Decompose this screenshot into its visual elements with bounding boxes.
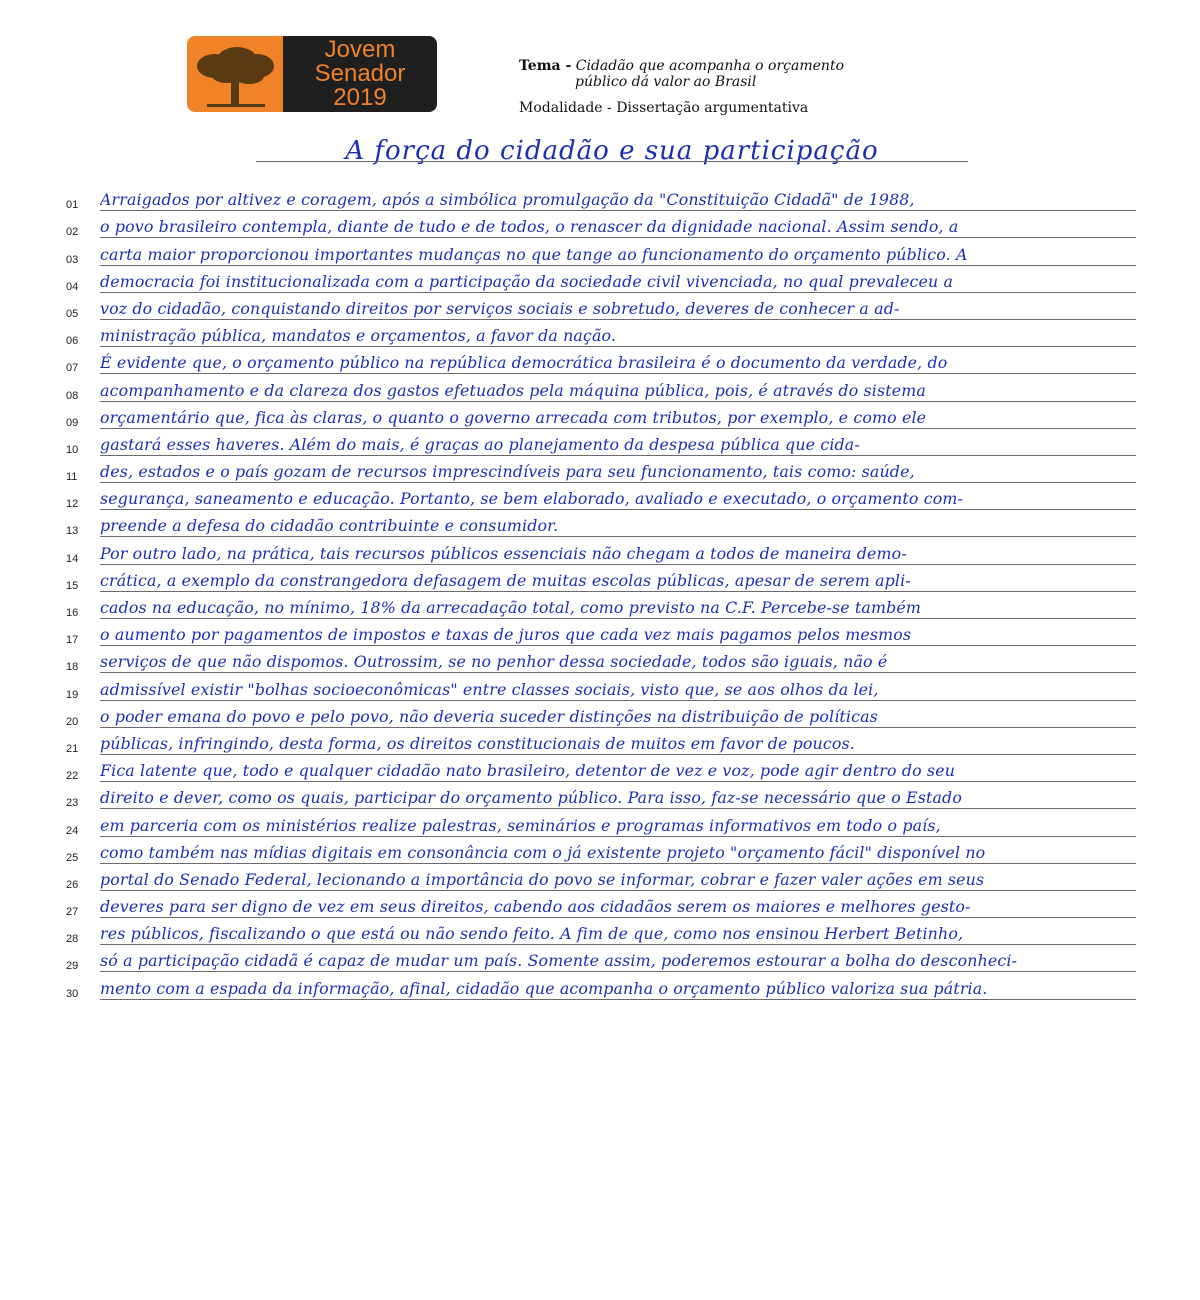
line-text: voz do cidadão, conquistando direitos por serviços sociais e sobretudo, deveres de conhecer a ad- <box>100 298 900 318</box>
essay-line <box>66 946 1136 973</box>
line-number: 20 <box>66 715 79 728</box>
line-rule <box>100 700 1136 701</box>
line-text: só a participação cidadã é capaz de mudar um país. Somente assim, poderemos estourar a bolha do desconheci- <box>100 951 1018 971</box>
line-number: 21 <box>66 742 79 755</box>
line-text: públicas, infringindo, desta forma, os direitos constitucionais de muitos em favor de poucos. <box>100 733 855 753</box>
line-rule <box>100 999 1136 1000</box>
line-text: o aumento por pagamentos de impostos e taxas de juros que cada vez mais pagamos pelos mesmos <box>100 625 912 645</box>
essay-line <box>66 239 1136 266</box>
line-number: 11 <box>66 471 78 484</box>
line-rule <box>100 346 1136 347</box>
line-text: admissível existir "bolhas socioeconômicas" entre classes sociais, visto que, se aos olhos da lei, <box>100 679 879 699</box>
essay-line <box>66 729 1136 756</box>
line-text: portal do Senado Federal, lecionando a importância do povo se informar, cobrar e fazer valer ações em seus <box>100 869 985 889</box>
line-number: 01 <box>66 199 79 212</box>
line-rule <box>100 727 1136 728</box>
line-number: 16 <box>66 607 79 619</box>
line-text: segurança, saneamento e educação. Portanto, se bem elaborado, avaliado e executado, o orçamento com- <box>100 489 964 509</box>
line-rule <box>100 401 1136 402</box>
line-text: carta maior proporcionou importantes mudanças no que tange ao funcionamento do orçamento público. A <box>100 244 968 264</box>
line-number: 18 <box>66 661 79 674</box>
line-rule <box>100 672 1136 673</box>
essay-line <box>66 294 1136 321</box>
line-text: mento com a espada da informação, afinal, cidadão que acompanha o orçamento público valoriza sua pátria. <box>100 978 988 998</box>
modality-text: Modalidade - Dissertação argumentativa <box>519 100 809 116</box>
line-text: É evidente que, o orçamento público na república democrática brasileira é o documento da verdade, do <box>100 353 948 373</box>
line-number: 03 <box>66 253 79 266</box>
logo-line-1: Jovem <box>324 36 396 63</box>
line-number: 22 <box>66 770 79 783</box>
line-text: Arraigados por altivez e coragem, após a simbólica promulgação da "Constituição Cidadã" de 1988, <box>100 190 915 210</box>
line-rule <box>100 373 1136 374</box>
line-number: 12 <box>66 498 79 511</box>
line-number: 30 <box>66 987 79 1000</box>
essay-line <box>66 566 1136 593</box>
line-number: 24 <box>66 824 79 837</box>
line-rule <box>100 455 1136 456</box>
essay-line <box>66 457 1136 484</box>
line-number: 05 <box>66 307 79 320</box>
line-text: direito e dever, como os quais, participar do orçamento público. Para isso, faz-se necessário que o Estado <box>100 788 962 808</box>
line-rule <box>100 781 1136 782</box>
line-rule <box>100 836 1136 837</box>
line-number: 19 <box>66 688 79 701</box>
line-number: 13 <box>66 525 79 538</box>
line-text: res públicos, fiscalizando o que está ou não sendo feito. A fim de que, como nos ensinou Herbert Betinho, <box>100 924 964 944</box>
essay-line <box>66 212 1136 239</box>
theme-text-2: público dá valor ao Brasil <box>575 74 757 90</box>
line-number: 28 <box>66 933 79 946</box>
essay-lines <box>66 185 1136 1001</box>
logo-text-panel <box>283 36 437 112</box>
line-rule <box>100 863 1136 864</box>
essay-line <box>66 430 1136 457</box>
line-number: 26 <box>66 878 79 891</box>
line-number: 04 <box>66 280 79 293</box>
line-number: 29 <box>66 960 79 973</box>
line-rule <box>100 536 1136 537</box>
line-number: 15 <box>66 579 79 592</box>
essay-line <box>66 267 1136 294</box>
logo-line-3: 2019 <box>333 84 387 111</box>
essay-line <box>66 973 1136 1000</box>
jovem-senador-logo <box>187 36 437 112</box>
line-rule <box>100 618 1136 619</box>
essay-line <box>66 593 1136 620</box>
essay-line <box>66 185 1136 212</box>
line-rule <box>100 482 1136 483</box>
line-number: 02 <box>66 226 79 239</box>
essay-line <box>66 538 1136 565</box>
logo-tree-panel <box>187 36 283 112</box>
essay-line <box>66 702 1136 729</box>
line-text: cados na educação, no mínimo, 18% da arrecadação total, como previsto na C.F. Percebe-se também <box>100 598 921 617</box>
theme-text-1: Cidadão que acompanha o orçamento <box>575 58 844 74</box>
essay-line <box>66 810 1136 837</box>
line-number: 17 <box>66 634 79 647</box>
logo-line-2: Senador <box>314 60 406 87</box>
line-rule <box>100 210 1136 211</box>
line-text: Fica latente que, todo e qualquer cidadão nato brasileiro, detentor de vez e voz, pode agir dentro do seu <box>100 761 956 781</box>
line-rule <box>100 292 1136 293</box>
tree-icon <box>187 36 283 112</box>
line-rule <box>100 591 1136 592</box>
line-rule <box>100 808 1136 809</box>
line-text: ministração pública, mandatos e orçamentos, a favor da nação. <box>100 326 617 346</box>
essay-title: A força do cidadão e sua participação <box>345 136 879 166</box>
line-rule <box>100 509 1136 510</box>
line-rule <box>100 917 1136 918</box>
line-text: Por outro lado, na prática, tais recursos públicos essenciais não chegam a todos de maneira demo- <box>100 543 907 563</box>
line-rule <box>100 971 1136 972</box>
line-number: 14 <box>66 552 79 565</box>
title-rule <box>256 161 968 162</box>
line-rule <box>100 237 1136 238</box>
line-text: o povo brasileiro contempla, diante de tudo e de todos, o renascer da dignidade nacional. Assim sendo, a <box>100 217 959 237</box>
line-number: 25 <box>66 851 79 864</box>
essay-line <box>66 674 1136 701</box>
essay-line <box>66 321 1136 348</box>
line-text: em parceria com os ministérios realize palestras, seminários e programas informativos em todo o país, <box>100 815 941 835</box>
line-number: 27 <box>66 906 79 919</box>
line-text: como também nas mídias digitais em consonância com o já existente projeto "orçamento fácil" disponível no <box>100 842 986 862</box>
essay-header <box>519 58 939 116</box>
line-rule <box>100 428 1136 429</box>
essay-line <box>66 865 1136 892</box>
line-rule <box>100 754 1136 755</box>
essay-line <box>66 484 1136 511</box>
line-rule <box>100 944 1136 945</box>
line-text: crática, a exemplo da constrangedora defasagem de muitas escolas públicas, apesar de serem apli- <box>100 570 911 590</box>
line-rule <box>100 265 1136 266</box>
essay-line <box>66 375 1136 402</box>
essay-line <box>66 620 1136 647</box>
essay-line <box>66 919 1136 946</box>
line-rule <box>100 319 1136 320</box>
line-number: 08 <box>66 389 79 402</box>
line-text: acompanhamento e da clareza dos gastos efetuados pela máquina pública, pois, é através do sistema <box>100 380 926 400</box>
line-number: 06 <box>66 335 79 348</box>
line-text: deveres para ser digno de vez em seus direitos, cabendo aos cidadãos serem os maiores e melhores gesto- <box>100 897 971 917</box>
line-text: des, estados e o país gozam de recursos imprescindíveis para seu funcionamento, tais como: saúde, <box>100 462 915 482</box>
line-number: 10 <box>66 443 79 456</box>
line-number: 07 <box>66 362 79 375</box>
line-rule <box>100 890 1136 891</box>
essay-line <box>66 647 1136 674</box>
essay-line <box>66 892 1136 919</box>
essay-line <box>66 783 1136 810</box>
essay-line <box>66 403 1136 430</box>
theme-label: Tema - <box>519 58 572 74</box>
essay-line <box>66 511 1136 538</box>
line-text: democracia foi institucionalizada com a participação da sociedade civil vivenciada, no qual prevaleceu a <box>100 271 954 291</box>
line-text: gastará esses haveres. Além do mais, é graças ao planejamento da despesa pública que cida- <box>100 434 860 454</box>
line-rule <box>100 564 1136 565</box>
line-rule <box>100 645 1136 646</box>
essay-line <box>66 348 1136 375</box>
essay-line <box>66 838 1136 865</box>
line-text: preende a defesa do cidadão contribuinte e consumidor. <box>100 516 559 536</box>
line-number: 23 <box>66 797 79 810</box>
line-text: serviços de que não dispomos. Outrossim, se no penhor dessa sociedade, todos são iguais, não é <box>100 652 888 672</box>
line-text: o poder emana do povo e pelo povo, não deveria suceder distinções na distribuição de políticas <box>100 706 878 726</box>
line-text: orçamentário que, fica às claras, o quanto o governo arrecada com tributos, por exemplo, e como ele <box>100 407 927 427</box>
essay-line <box>66 756 1136 783</box>
line-number: 09 <box>66 416 79 429</box>
theme-line-1 <box>519 58 939 74</box>
